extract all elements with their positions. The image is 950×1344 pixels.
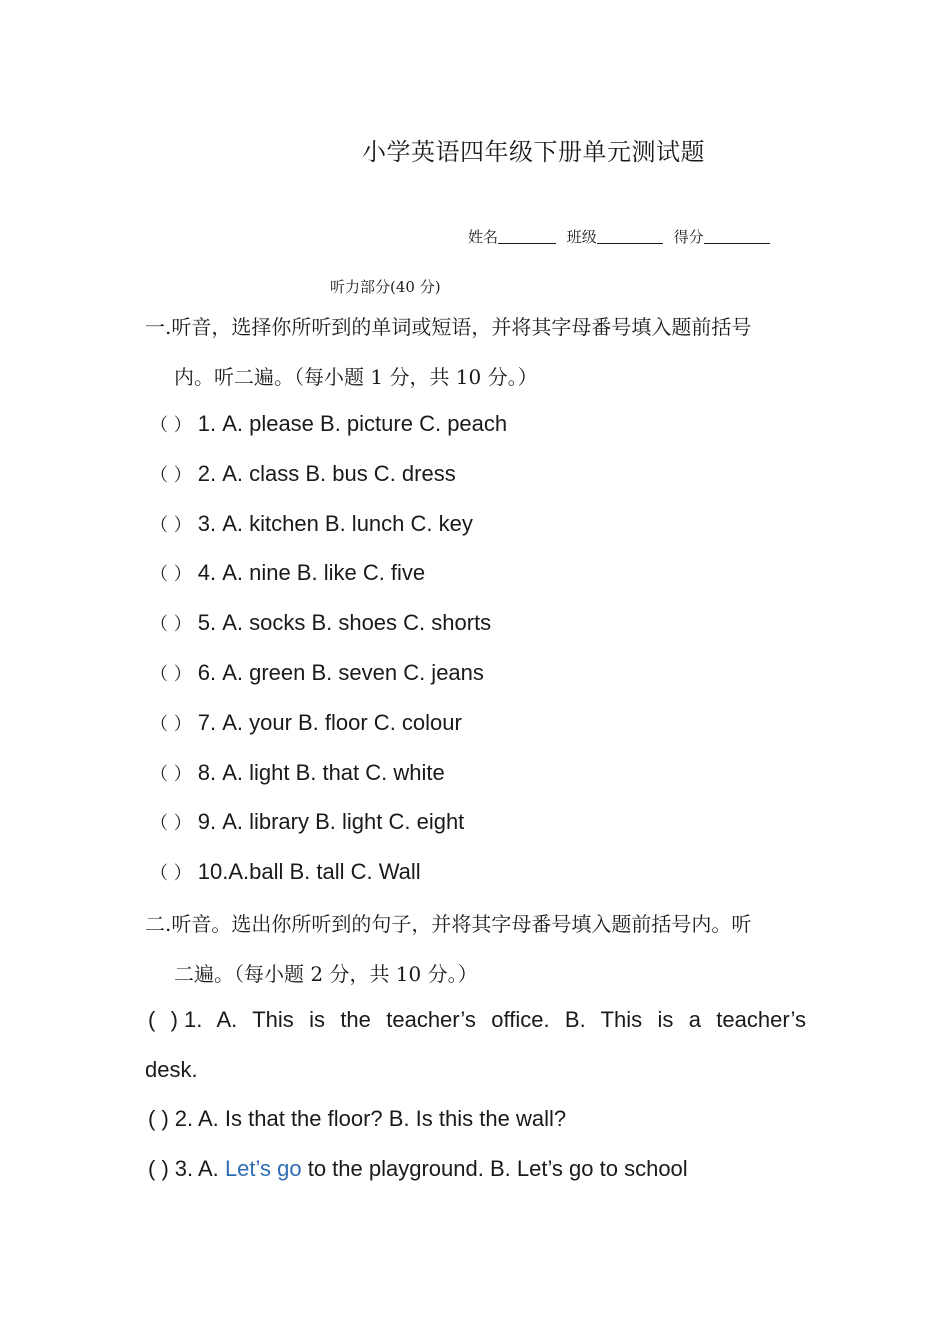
class-label: 班级 <box>566 228 597 246</box>
question-text: 10.A.ball B. tall C. Wall <box>197 859 421 885</box>
page-title: 小学英语四年级下册单元测试题 <box>362 138 705 166</box>
section1-question-7 <box>150 710 462 736</box>
answer-paren: （ ） <box>150 664 192 685</box>
section2-question-1-continued: desk. <box>145 1057 198 1082</box>
question-text: 8. A. light B. that C. white <box>197 759 445 785</box>
question-text: 7. A. your B. floor C. colour <box>197 709 462 735</box>
section1-question-4 <box>150 560 425 586</box>
answer-paren: （ ） <box>150 464 192 486</box>
section1-question-5 <box>150 610 491 636</box>
question-text: 9. A. library B. light C. eight <box>197 809 465 835</box>
question-text: 2. A. Is that the floor? B. Is this the wall? <box>174 1106 567 1131</box>
score-label: 得分 <box>673 228 704 246</box>
section1-heading-line1: 一.听音，选择你所听到的单词或短语，并将其字母番号填入题前括号 <box>145 315 752 339</box>
question-text: 6. A. green B. seven C. jeans <box>197 660 484 685</box>
class-blank <box>597 229 663 244</box>
section1-question-1 <box>150 411 507 437</box>
section1-heading-line2: 内。听二遍。（每小题 1 分，共 10 分。） <box>174 365 538 389</box>
answer-paren: （ ） <box>150 863 192 885</box>
answer-paren: （ ） <box>150 415 192 436</box>
question-prefix: 3. A. <box>174 1156 219 1181</box>
section1-question-2 <box>150 461 456 487</box>
answer-paren: （ ） <box>150 614 192 636</box>
section1-question-3 <box>150 511 473 537</box>
listening-part-label: 听力部分(40 分) <box>330 278 441 296</box>
question-text: 4. A. nine B. like C. five <box>197 560 426 586</box>
answer-paren: （ ） <box>150 763 192 785</box>
section2-heading-line2: 二遍。（每小题 2 分，共 10 分。） <box>174 962 478 986</box>
question-text: to the playground. B. Let’s go to school <box>307 1156 688 1181</box>
student-info-line <box>468 226 776 247</box>
section2-question-1 <box>148 1007 806 1033</box>
answer-paren: ( ) <box>148 1106 169 1131</box>
answer-paren: ( ) <box>148 1156 169 1181</box>
answer-paren: ( ) <box>148 1007 178 1032</box>
section1-question-10 <box>150 859 421 885</box>
section1-question-6 <box>150 660 484 686</box>
question-text: 1. A. This is the teacher’s office. B. This is a teacher’s <box>184 1007 806 1032</box>
answer-paren: （ ） <box>150 514 192 536</box>
question-text: 1. A. please B. picture C. peach <box>197 411 508 436</box>
score-blank <box>704 229 770 244</box>
answer-paren: （ ） <box>150 713 192 735</box>
question-text: 5. A. socks B. shoes C. shorts <box>197 610 492 636</box>
section2-question-2 <box>148 1106 566 1132</box>
section1-question-8 <box>150 760 445 786</box>
name-blank <box>498 229 556 244</box>
highlighted-phrase: Let’s go <box>224 1156 302 1181</box>
question-text: 3. A. kitchen B. lunch C. key <box>197 510 473 536</box>
section2-question-3 <box>148 1156 688 1182</box>
answer-paren: （ ） <box>150 564 192 586</box>
name-label: 姓名 <box>468 228 499 246</box>
answer-paren: （ ） <box>150 813 192 835</box>
section2-heading-line1: 二.听音。选出你所听到的句子，并将其字母番号填入题前括号内。听 <box>145 912 752 936</box>
question-text: 2. A. class B. bus C. dress <box>197 460 456 486</box>
section1-question-9 <box>150 809 464 835</box>
